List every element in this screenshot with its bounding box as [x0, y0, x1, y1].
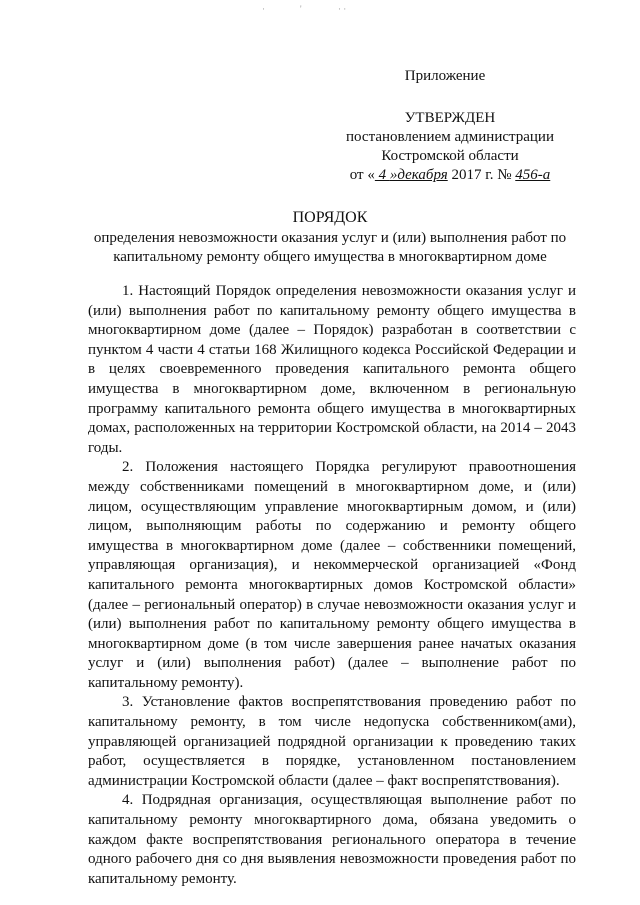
date-day: 4 — [374, 167, 390, 183]
date-line — [300, 165, 600, 185]
date-month: »декабря — [389, 167, 448, 183]
paragraph-4: 4. Подрядная организация, осуществляющая выполнение работ по капитальному ремонту многоквартирного дома, обязана уведомить о каждом факте воспрепятствования регионального оператора в течение одного рабочего дня со дня выявления невозможности проведения работ по капитальному ремонту. — [88, 792, 576, 887]
scan-artifact: · · — [338, 4, 347, 14]
paragraph-1: 1. Настоящий Порядок определения невозможности оказания услуг и (или) выполнения работ по капитальному ремонту общего имущества в многоквартирном доме (далее – Порядок) разработан в соответствии с пунктом 4 части 4 статьи 168 Жилищного кодекса Российской Федерации и в целях своевременного проведения капитального ремонта общего имущества в многоквартирном доме, включенном в региональную программу капитального ремонта общего имущества в многоквартирных домах, расположенных на территории Костромской области, на 2014 – 2043 годы. — [88, 283, 576, 456]
date-year: 2017 г. — [451, 167, 494, 183]
date-prefix: от « — [349, 167, 375, 183]
scan-artifact: ' — [300, 4, 302, 14]
number-sign: № — [497, 167, 512, 183]
document-body — [88, 282, 576, 889]
resolution-line: постановлением администрации — [346, 129, 554, 145]
region-line: Костромской области — [381, 148, 519, 164]
document-subtitle: определения невозможности оказания услуг и (или) выполнения работ по капитальному ремонту общего имущества в многоквартирном доме — [93, 230, 567, 265]
document-number: 456-а — [515, 167, 551, 183]
appendix-label: Приложение — [404, 68, 486, 84]
paragraph-2: 2. Положения настоящего Порядка регулируют правоотношения между собственниками помещений в многоквартирном доме, и (или) лицом, осуществляющим управление многоквартирным домом, и (или) лицом, выполняющим работы по содержанию и ремонту общего имущества в многоквартирном доме (далее – собственники помещений, управляющая организация), и некоммерческой организацией «Фонд капитального ремонта многоквартирных домов Костромской области» (далее – региональный оператор) в случае невозможности оказания услуг и (или) выполнения работ по капитальному ремонту общего имущества в многоквартирном доме (в том числе завершения ранее начатых оказания услуг и (или) выполнения работ) (далее – выполнение работ по капитальному ремонту). — [88, 459, 576, 691]
approved-label: УТВЕРЖДЕН — [404, 110, 496, 126]
paragraph-3: 3. Установление фактов воспрепятствования проведению работ по капитальному ремонту, в том числе недопуска собственником(ами), управляющей организацией подрядной организации к проведению таких работ, осуществляется в порядке, установленном постановлением администрации Костромской области (далее – факт воспрепятствования). — [88, 694, 576, 789]
scan-artifact: · — [262, 4, 265, 14]
document-title: ПОРЯДОК — [292, 209, 368, 226]
